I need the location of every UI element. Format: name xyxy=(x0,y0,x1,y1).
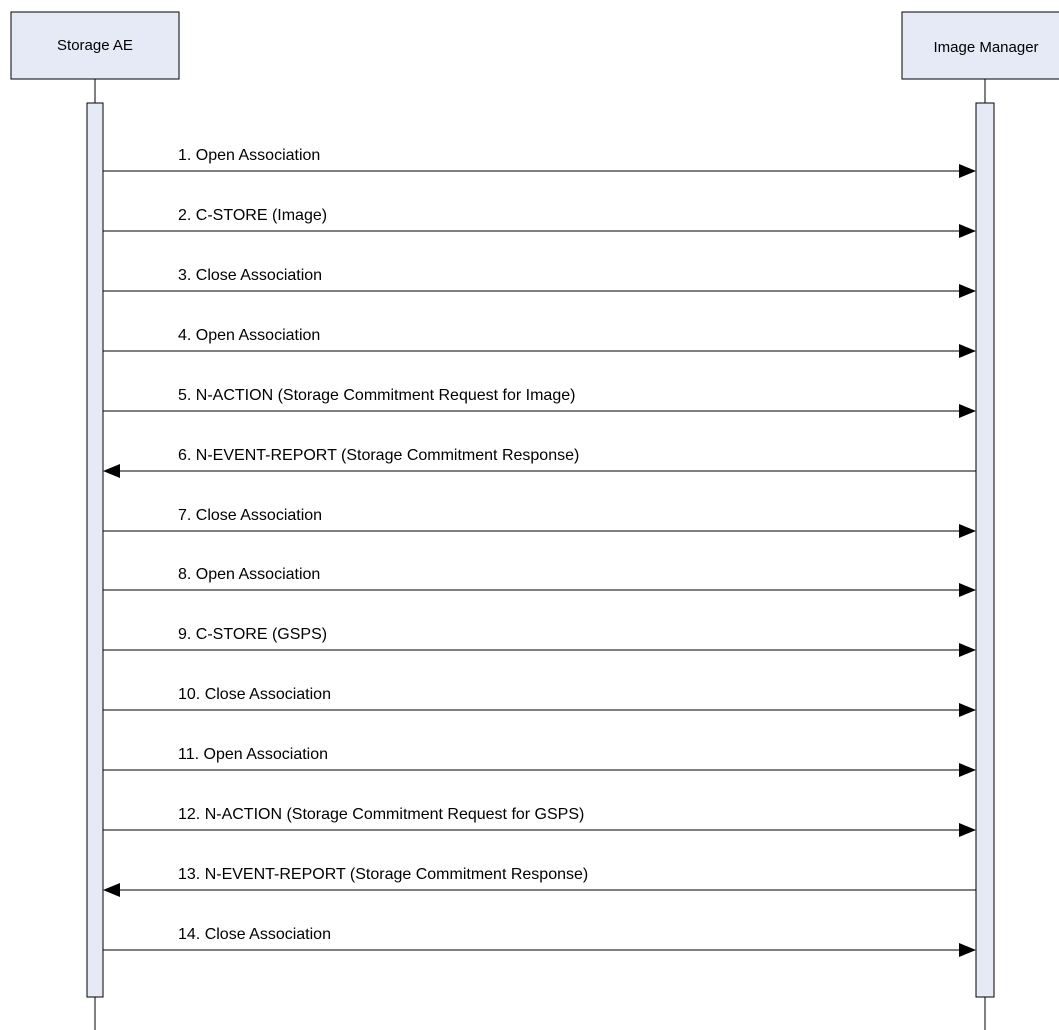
message-list xyxy=(103,147,976,957)
message-label: 13. N-EVENT-REPORT (Storage Commitment Response) xyxy=(178,866,589,883)
arrowhead-right-icon xyxy=(959,224,976,238)
participant-label-image-manager: Image Manager xyxy=(933,39,1039,56)
participant-label-storage-ae: Storage AE xyxy=(57,37,133,54)
arrowhead-right-icon xyxy=(959,763,976,777)
message-5 xyxy=(103,387,976,418)
message-label: 3. Close Association xyxy=(178,267,323,284)
message-12 xyxy=(103,806,976,837)
activation-bar-image-manager xyxy=(976,103,994,997)
message-3 xyxy=(103,267,976,298)
arrowhead-right-icon xyxy=(959,943,976,957)
activation-bar-storage-ae xyxy=(87,103,103,997)
message-2 xyxy=(103,207,976,238)
message-label: 1. Open Association xyxy=(178,147,321,164)
arrowhead-right-icon xyxy=(959,823,976,837)
message-10 xyxy=(103,686,976,717)
message-label: 12. N-ACTION (Storage Commitment Request for GSPS) xyxy=(178,806,585,823)
message-label: 10. Close Association xyxy=(178,686,331,703)
arrowhead-right-icon xyxy=(959,164,976,178)
arrowhead-left-icon xyxy=(103,464,120,478)
arrowhead-right-icon xyxy=(959,404,976,418)
message-label: 4. Open Association xyxy=(178,327,321,344)
message-8 xyxy=(103,566,976,597)
arrowhead-left-icon xyxy=(103,883,120,897)
message-label: 2. C-STORE (Image) xyxy=(178,207,328,224)
arrowhead-right-icon xyxy=(959,703,976,717)
arrowhead-right-icon xyxy=(959,344,976,358)
message-6 xyxy=(103,447,976,478)
message-label: 7. Close Association xyxy=(178,507,323,524)
arrowhead-right-icon xyxy=(959,524,976,538)
participant-storage-ae xyxy=(11,12,179,1030)
arrowhead-right-icon xyxy=(959,643,976,657)
arrowhead-right-icon xyxy=(959,583,976,597)
message-label: 14. Close Association xyxy=(178,926,331,943)
message-label: 6. N-EVENT-REPORT (Storage Commitment Response) xyxy=(178,447,580,464)
message-7 xyxy=(103,507,976,538)
message-label: 9. C-STORE (GSPS) xyxy=(178,626,328,643)
message-1 xyxy=(103,147,976,178)
message-label: 5. N-ACTION (Storage Commitment Request for Image) xyxy=(178,387,576,404)
message-label: 11. Open Association xyxy=(178,746,329,763)
message-label: 8. Open Association xyxy=(178,566,321,583)
message-11 xyxy=(103,746,976,777)
participant-image-manager xyxy=(902,12,1059,1030)
message-4 xyxy=(103,327,976,358)
message-13 xyxy=(103,866,976,897)
message-9 xyxy=(103,626,976,657)
message-14 xyxy=(103,926,976,957)
arrowhead-right-icon xyxy=(959,284,976,298)
